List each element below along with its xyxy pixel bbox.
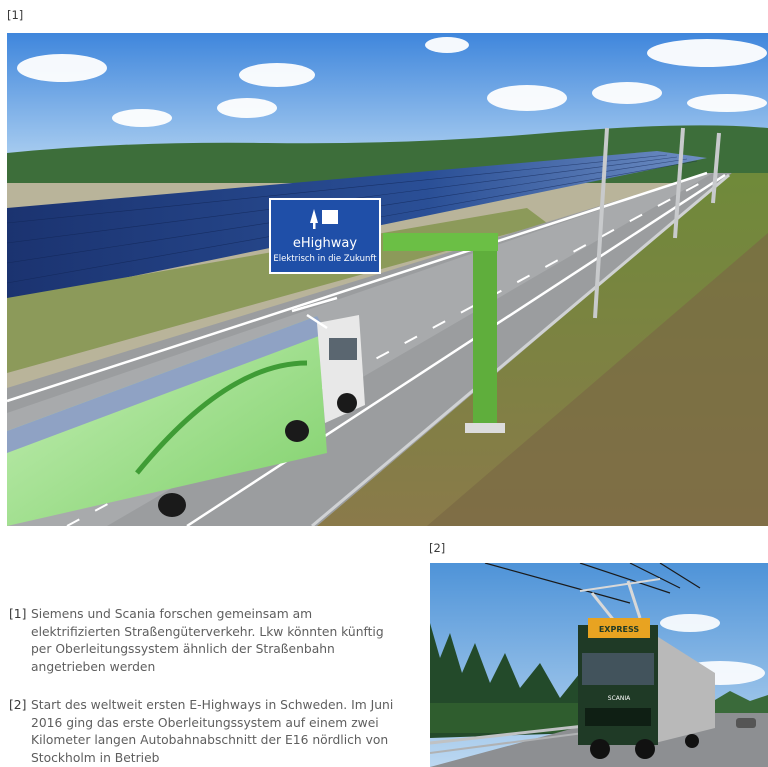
caption-2-text: Start des weltweit ersten E-Highways in Schweden. Im Juni 2016 ging das erste Oberleitungssystem auf einem zwei Kilometer langen Autobahnabschnitt der E16 nördlich von Stockholm in Betrieb bbox=[31, 698, 394, 765]
sign-subtitle: Elektrisch in die Zukunft bbox=[273, 254, 377, 264]
caption-2-number: [2] bbox=[9, 698, 27, 712]
photo-scania-ehighway-sweden bbox=[430, 563, 768, 767]
caption-1 bbox=[9, 606, 401, 676]
caption-1-number: [1] bbox=[9, 607, 27, 621]
figure-label-2: [2] bbox=[429, 541, 446, 555]
photo-ehighway-aerial bbox=[7, 33, 768, 526]
truck-cab-label: SCANIA bbox=[607, 695, 631, 702]
figure-label-1: [1] bbox=[7, 8, 24, 22]
sign-title: eHighway bbox=[292, 236, 358, 251]
truck-brand-label: EXPRESS bbox=[598, 625, 640, 634]
caption-1-text: Siemens und Scania forschen gemeinsam am elektrifizierten Straßengüterverkehr. Lkw könnten künftig per Oberleitungssystem ähnlich der Straßenbahn angetrieben werden bbox=[31, 607, 384, 674]
caption-2 bbox=[9, 697, 401, 767]
